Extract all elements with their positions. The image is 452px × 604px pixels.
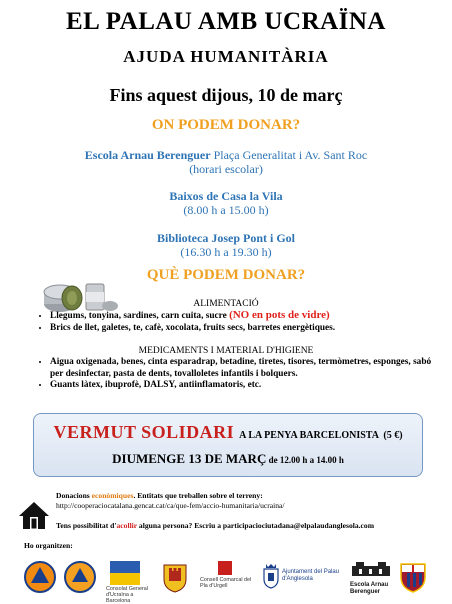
penya-barcelonista-logo (398, 561, 428, 593)
medicine-list (38, 357, 443, 392)
barca-crest-icon (398, 561, 428, 593)
food-list (38, 310, 443, 334)
consell-comarcal-logo: Consell Comarcal del Pla d'Urgell (200, 561, 254, 593)
ukraine-flag-top (110, 561, 140, 573)
location-3-hours: (16.30 h a 19.30 h) (180, 245, 272, 259)
shield-icon (62, 561, 98, 593)
donations-link[interactable]: http://cooperaciocatalana.gencat.cat/ca/que-fem/accio-humanitaria/ucraina/ (56, 501, 285, 510)
location-1-name: Escola Arnau Berenguer (84, 148, 211, 162)
location-1-hours: (horari escolar) (189, 162, 263, 176)
ukraine-consulate-logo: Consolat General d'Ucraïna a Barcelona (106, 561, 152, 593)
what-heading: QUÈ PODEM DONAR? (146, 267, 306, 283)
location-2-name: Baixos de Casa la Vila (169, 189, 283, 203)
food-title: ALIMENTACIÓ (193, 299, 259, 309)
location-2 (0, 189, 452, 217)
page-subtitle: AJUDA HUMANITÀRIA (123, 47, 329, 66)
deadline-line: Fins aquest dijous, 10 de març (109, 85, 343, 105)
ukraine-flag-bottom (110, 573, 140, 585)
vermut-time: de 12.00 h a 14.00 h (268, 455, 344, 465)
school-logo: Escola Arnau Berenguer (350, 561, 392, 593)
donations-highlight: econòmiques (91, 491, 134, 500)
civil-protection-logo-1 (22, 561, 58, 593)
shield-icon (22, 561, 58, 593)
donations-text: Donacions econòmiques. Entitats que treballen sobre el terreny: http://cooperaciocatalana.gencat.cat/ca/que-fem/accio-humanitaria/ucraina/ (56, 491, 446, 511)
vermut-line-1 (34, 422, 422, 443)
castle-crest-icon (160, 561, 190, 593)
location-1-address: Plaça Generalitat i Av. Sant Roc (213, 148, 368, 162)
list-item: • Llegums, tonyina, sardines, carn cuita, sucre (NO en pots de vidre) (50, 310, 443, 323)
host-highlight: acollir (116, 521, 138, 530)
municipal-crest-logo (160, 561, 190, 593)
medicine-title: MEDICAMENTS I MATERIAL D'HIGIENE (138, 346, 314, 356)
ajuntament-logo: Ajuntament del Palau d'Anglesola (262, 561, 344, 593)
crown-crest-icon (262, 563, 280, 589)
location-2-hours: (8.00 h a 15.00 h) (183, 203, 269, 217)
page-title: EL PALAU AMB UCRAÏNA (66, 8, 386, 35)
vermut-box (33, 413, 423, 477)
home-icon (18, 500, 50, 530)
host-text: Tens possibilitat d'acollir alguna persona? Escriu a participaciociutadana@elpalaudanglesola.com (56, 521, 375, 530)
vermut-date: DIUMENGE 13 DE MARÇ (112, 451, 267, 466)
no-glass-note: (NO en pots de vidre) (229, 309, 330, 321)
consell-comarcal-mark (218, 561, 232, 575)
vermut-title: VERMUT SOLIDARI (53, 422, 235, 442)
vermut-place: A LA PENYA BARCELONISTA (239, 430, 379, 441)
vermut-price: (5 €) (383, 430, 403, 441)
list-item: • Aigua oxigenada, benes, cinta esparadrap, betadine, tiretes, tisores, termòmetres, esponges, sabó per desinfectar, pasta de dents, tovalloletes infantils i bolquers. (50, 357, 443, 380)
organizers-label: Ho organitzen: (24, 541, 73, 550)
location-1 (0, 148, 452, 176)
civil-protection-logo-2 (62, 561, 98, 593)
location-3 (0, 231, 452, 259)
location-3-name: Biblioteca Josep Pont i Gol (157, 231, 295, 245)
vermut-line-2 (34, 451, 422, 467)
list-item: • Brics de llet, galetes, te, cafè, xocolata, fruits secs, barretes energètiques. (50, 323, 443, 335)
where-heading: ON PODEM DONAR? (151, 117, 301, 133)
list-item: • Guants làtex, ibuprofè, DALSY, antiinflamatoris, etc. (50, 380, 443, 392)
building-icon (350, 561, 392, 577)
